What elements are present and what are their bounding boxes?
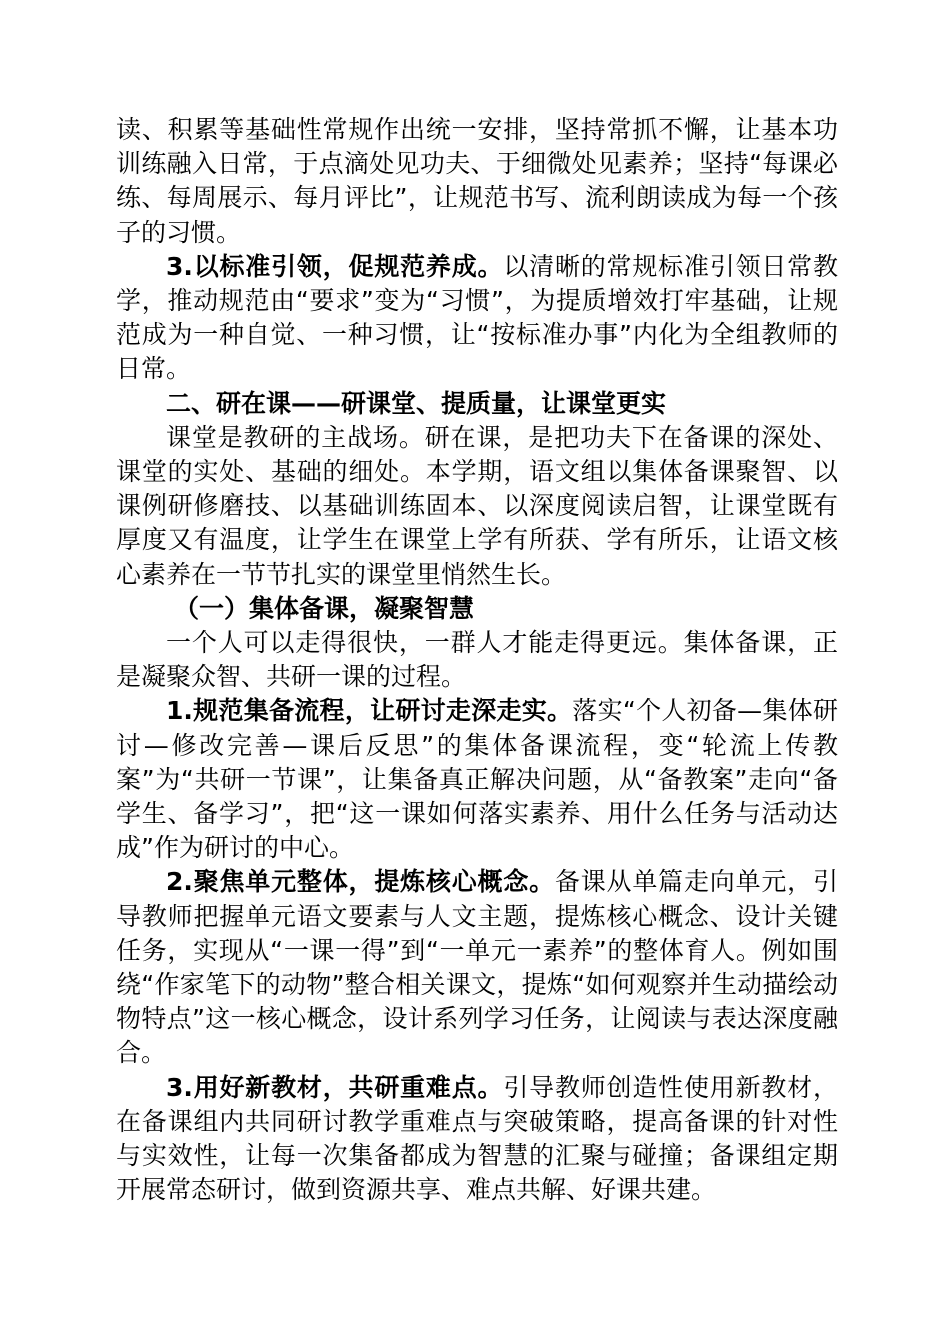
document-page — [116, 113, 838, 1208]
paragraph-text: 以清晰的常规标准引领日常教学，推动规范由“要求”变为“习惯”，为提质增效打牢基础，让规范成为一种自觉、一种习惯，让“按标准办事”内化为全组教师的日常。 — [116, 251, 838, 384]
paragraph-heading: 1.规范集备流程，让研讨走深走实。 — [166, 696, 573, 726]
paragraph-heading: 2.聚焦单元整体，提炼核心概念。 — [166, 867, 555, 897]
paragraph-text: 课堂是教研的主战场。研在课，是把功夫下在备课的深处、课堂的实处、基础的细处。本学期，语文组以集体备课聚智、以课例研修磨技、以基础训练固本、以深度阅读启智，让课堂既有厚度又有温度，让学生在课堂上学有所获、学有所乐，让语文核心素养在一节节扎实的课堂里悄然生长。 — [116, 422, 838, 589]
paragraph-prep-process — [116, 694, 838, 865]
paragraph-continuation — [116, 113, 838, 250]
paragraph-classroom-intro — [116, 421, 838, 592]
paragraph-collective-prep-intro — [116, 626, 838, 694]
paragraph-text: 一个人可以走得很快，一群人才能走得更远。集体备课，正是凝聚众智、共研一课的过程。 — [116, 628, 838, 692]
paragraph-unit-focus — [116, 865, 838, 1070]
paragraph-new-textbook — [116, 1071, 838, 1208]
section-heading: 二、研在课——研课堂、提质量，让课堂更实 — [166, 388, 667, 418]
paragraph-text: 读、积累等基础性常规作出统一安排，坚持常抓不懈，让基本功训练融入日常，于点滴处见功夫、于细微处见素养；坚持“每课必练、每周展示、每月评比”，让规范书写、流利朗读成为每一个孩子的习惯。 — [116, 115, 838, 247]
paragraph-text: 引导教师创造性使用新教材，在备课组内共同研讨教学重难点与突破策略，提高备课的针对性与实效性，让每一次集备都成为智慧的汇聚与碰撞；备课组定期开展常态研讨，做到资源共享、难点共解、好课共建。 — [116, 1072, 838, 1205]
subsection-heading: （一）集体备课，凝聚智慧 — [174, 593, 475, 623]
paragraph-standard-guidance — [116, 250, 838, 387]
paragraph-text: 落实“个人初备—集体研讨—修改完善—课后反思”的集体备课流程，变“轮流上传教案”为“共研一节课”，让集备真正解决问题，从“备教案”走向“备学生、备学习”，把“这一课如何落实素养、用什么任务与活动达成”作为研讨的中心。 — [116, 696, 838, 863]
paragraph-text: 备课从单篇走向单元，引导教师把握单元语文要素与人文主题，提炼核心概念、设计关键任务，实现从“一课一得”到“一单元一素养”的整体育人。例如围绕“作家笔下的动物”整合相关课文，提炼“如何观察并生动描绘动物特点”这一核心概念，设计系列学习任务，让阅读与表达深度融合。 — [116, 867, 838, 1068]
paragraph-heading: 3.以标准引领，促规范养成。 — [166, 251, 504, 281]
paragraph-heading: 3.用好新教材，共研重难点。 — [166, 1072, 504, 1102]
